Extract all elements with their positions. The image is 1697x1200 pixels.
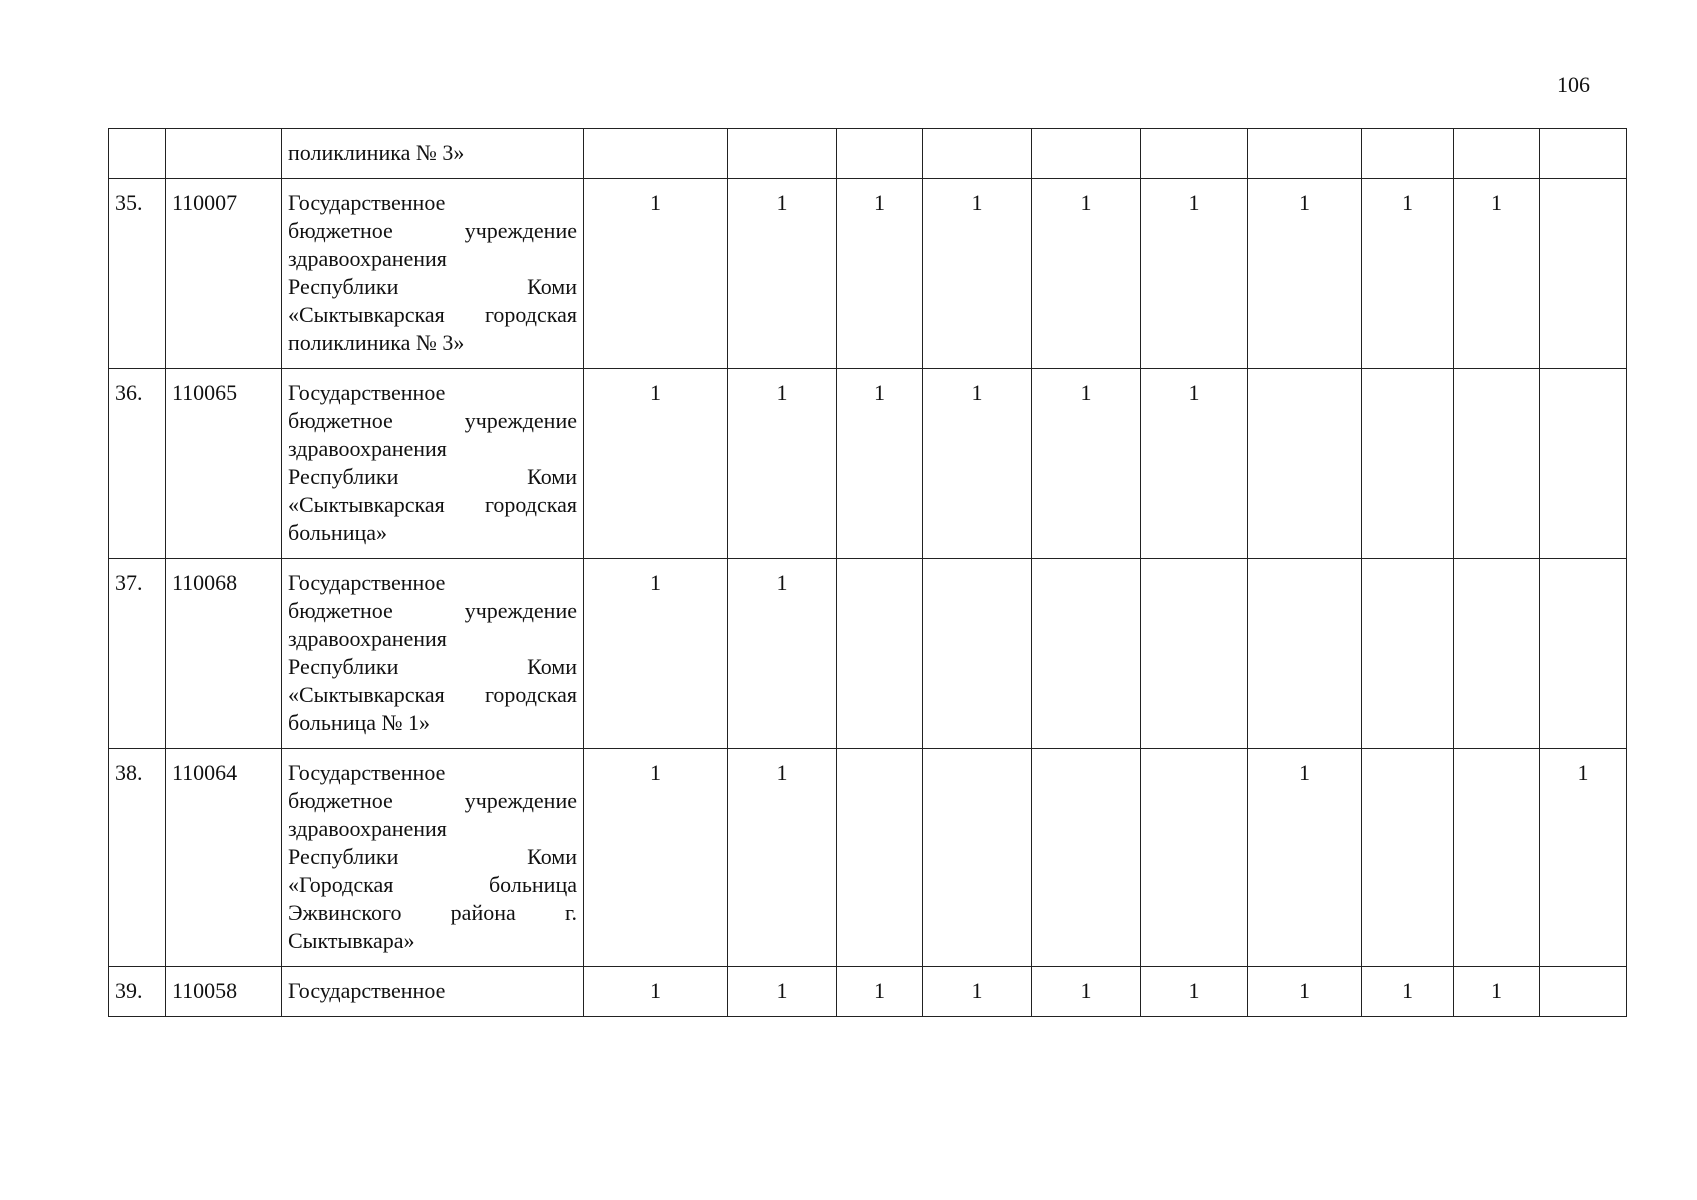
organization-name-line: больница» [288,520,387,545]
value-cell: 1 [1362,179,1454,369]
organization-code-cell: 110058 [166,967,282,1017]
value-cell [1032,749,1141,967]
organization-name-line: Государственное [288,190,446,215]
value-cell [1540,129,1627,179]
value-cell [584,129,728,179]
organization-name-line: Государственное [288,570,446,595]
organization-name-line: поликлиника № 3» [288,330,465,355]
value-cell: 1 [923,967,1032,1017]
value-cell: 1 [1141,369,1248,559]
organization-name-line: здравоохранения [288,816,447,841]
row-number-cell: 39. [109,967,166,1017]
value-cell [1540,369,1627,559]
organization-code-cell: 110007 [166,179,282,369]
value-cell [1032,559,1141,749]
value-cell [1141,559,1248,749]
organization-name-line: Государственное [288,380,446,405]
organization-code-cell [166,129,282,179]
value-cell [1362,749,1454,967]
value-cell [728,129,837,179]
organizations-table [108,128,1627,1017]
organization-name-line: Сыктывкара» [288,928,415,953]
value-cell: 1 [728,369,837,559]
value-cell: 1 [1141,967,1248,1017]
value-cell [1362,369,1454,559]
organization-name-cell [282,129,584,179]
organization-name-line: Республики Коми [288,464,577,489]
value-cell: 1 [1248,749,1362,967]
value-cell: 1 [923,369,1032,559]
value-cell [923,559,1032,749]
value-cell: 1 [584,179,728,369]
table-row [109,749,1627,967]
organization-name-line: Эжвинского района г. [288,900,577,925]
row-number-cell: 37. [109,559,166,749]
organization-name-line: Государственное [288,978,446,1003]
table-row [109,967,1627,1017]
value-cell: 1 [1032,967,1141,1017]
organization-code-cell: 110064 [166,749,282,967]
value-cell [837,559,923,749]
value-cell: 1 [1454,967,1540,1017]
value-cell: 1 [1032,369,1141,559]
value-cell: 1 [728,559,837,749]
value-cell: 1 [584,967,728,1017]
value-cell: 1 [728,179,837,369]
organization-name-line: «Сыктывкарская городская [288,492,577,517]
value-cell [923,749,1032,967]
organization-name-cell [282,967,584,1017]
value-cell [1540,179,1627,369]
value-cell: 1 [837,967,923,1017]
value-cell: 1 [584,559,728,749]
table-row [109,179,1627,369]
organization-name-line: здравоохранения [288,246,447,271]
value-cell: 1 [728,967,837,1017]
value-cell [1454,369,1540,559]
organization-name-cell [282,179,584,369]
organization-name-line: больница № 1» [288,710,430,735]
value-cell [1248,369,1362,559]
organization-name-line: «Городская больница [288,872,577,897]
value-cell [1362,129,1454,179]
page-number: 106 [1557,72,1590,97]
value-cell [837,749,923,967]
organization-name-line: бюджетное учреждение [288,408,577,433]
organization-name-line: Государственное [288,760,446,785]
organization-name-cell [282,749,584,967]
organization-name-line: поликлиника № 3» [288,140,465,165]
value-cell: 1 [584,749,728,967]
organization-name-line: бюджетное учреждение [288,598,577,623]
organization-name-line: здравоохранения [288,436,447,461]
organization-name-cell [282,559,584,749]
row-number-cell: 35. [109,179,166,369]
value-cell [1141,129,1248,179]
organization-name-line: «Сыктывкарская городская [288,302,577,327]
organization-name-line: здравоохранения [288,626,447,651]
value-cell [837,129,923,179]
value-cell: 1 [1248,967,1362,1017]
value-cell [1454,749,1540,967]
value-cell: 1 [1141,179,1248,369]
value-cell: 1 [1540,749,1627,967]
value-cell [1454,129,1540,179]
value-cell: 1 [837,369,923,559]
value-cell [1540,967,1627,1017]
organization-name-line: Республики Коми [288,274,577,299]
value-cell [1032,129,1141,179]
organization-name-line: «Сыктывкарская городская [288,682,577,707]
value-cell: 1 [923,179,1032,369]
value-cell: 1 [837,179,923,369]
value-cell: 1 [1362,967,1454,1017]
row-number-cell [109,129,166,179]
table-row [109,369,1627,559]
row-number-cell: 36. [109,369,166,559]
value-cell: 1 [1032,179,1141,369]
value-cell [1248,129,1362,179]
row-number-cell: 38. [109,749,166,967]
value-cell [923,129,1032,179]
organization-name-line: Республики Коми [288,654,577,679]
value-cell [1141,749,1248,967]
value-cell [1362,559,1454,749]
value-cell: 1 [1248,179,1362,369]
value-cell: 1 [1454,179,1540,369]
value-cell [1248,559,1362,749]
organization-code-cell: 110068 [166,559,282,749]
table-row [109,129,1627,179]
organization-name-cell [282,369,584,559]
value-cell: 1 [728,749,837,967]
organization-code-cell: 110065 [166,369,282,559]
organization-name-line: Республики Коми [288,844,577,869]
value-cell [1540,559,1627,749]
table-row [109,559,1627,749]
organization-name-line: бюджетное учреждение [288,788,577,813]
value-cell: 1 [584,369,728,559]
organization-name-line: бюджетное учреждение [288,218,577,243]
value-cell [1454,559,1540,749]
